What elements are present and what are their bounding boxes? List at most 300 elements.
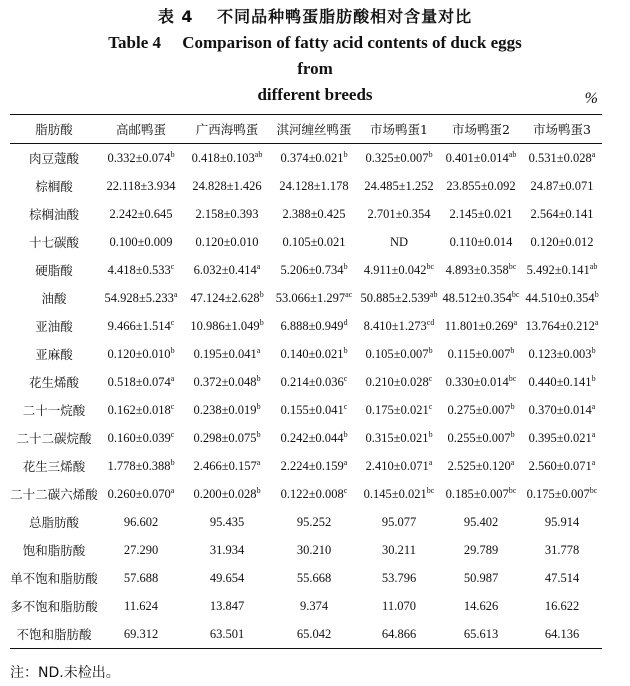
value-text: 95.914 <box>544 514 580 529</box>
value-text: 54.928±5.233 <box>104 290 174 305</box>
table-title-english-line2: different breeds <box>257 85 373 104</box>
significance-letter: ab <box>429 289 438 299</box>
value-text: 13.764±0.212 <box>525 318 595 333</box>
value-cell <box>440 312 522 340</box>
value-text: 63.501 <box>209 626 245 641</box>
fatty-acid-name: 棕榈酸 <box>35 179 73 194</box>
value-cell <box>522 172 602 200</box>
value-cell <box>184 536 270 564</box>
fatty-acid-name: 花生三烯酸 <box>22 459 86 474</box>
value-cell <box>184 592 270 620</box>
significance-letter: a <box>510 457 515 467</box>
value-cell <box>522 424 602 452</box>
value-cell <box>98 592 184 620</box>
table-row <box>10 228 602 256</box>
value-cell <box>184 284 270 312</box>
value-text: 0.160±0.039 <box>107 430 171 445</box>
table-row <box>10 256 602 284</box>
value-text: 0.140±0.021 <box>280 346 344 361</box>
value-cell <box>184 200 270 228</box>
fatty-acid-name: 花生烯酸 <box>28 375 79 390</box>
table-footnote: 注：ND.未检出。 <box>10 665 120 681</box>
value-cell <box>440 396 522 424</box>
significance-letter: a <box>591 401 596 411</box>
significance-letter: b <box>343 345 348 355</box>
value-cell <box>358 200 440 228</box>
significance-letter: bc <box>508 485 517 495</box>
value-text: 50.987 <box>463 570 499 585</box>
value-cell <box>522 256 602 284</box>
column-header-sample: 淇河缠丝鸭蛋 <box>270 115 358 144</box>
value-cell <box>522 592 602 620</box>
value-text: 0.120±0.012 <box>530 234 594 249</box>
value-cell <box>270 228 358 256</box>
table-row <box>10 284 602 312</box>
value-cell <box>184 452 270 480</box>
fatty-acid-table <box>10 114 602 649</box>
value-cell <box>98 452 184 480</box>
significance-letter: b <box>510 401 515 411</box>
value-text: 10.986±1.049 <box>190 318 260 333</box>
value-cell <box>522 452 602 480</box>
value-text: 4.893±0.358 <box>445 262 509 277</box>
unit-label: % <box>584 90 598 107</box>
value-text: 0.440±0.141 <box>528 374 592 389</box>
value-text: 31.778 <box>544 542 580 557</box>
significance-letter: b <box>256 373 261 383</box>
value-cell <box>358 396 440 424</box>
value-text: 2.466±0.157 <box>193 458 257 473</box>
significance-letter: a <box>513 317 518 327</box>
value-cell <box>358 620 440 649</box>
value-cell <box>358 480 440 508</box>
value-cell <box>440 368 522 396</box>
value-text: 2.525±0.120 <box>447 458 511 473</box>
value-text: 6.032±0.414 <box>193 262 257 277</box>
value-text: 95.077 <box>381 514 417 529</box>
value-cell <box>98 396 184 424</box>
value-cell <box>522 312 602 340</box>
fatty-acid-name: 亚油酸 <box>35 319 73 334</box>
table-row <box>10 144 602 173</box>
value-text: 65.613 <box>463 626 499 641</box>
significance-letter: a <box>594 317 599 327</box>
value-text: 29.789 <box>463 542 499 557</box>
value-text: 24.128±1.178 <box>279 178 349 193</box>
fatty-acid-name: 二十一烷酸 <box>22 403 86 418</box>
significance-letter: b <box>256 401 261 411</box>
value-cell <box>522 564 602 592</box>
value-cell <box>270 172 358 200</box>
fatty-acid-name: 单不饱和脂肪酸 <box>10 571 98 586</box>
fatty-acid-name: 二十二碳六烯酸 <box>10 487 98 502</box>
value-cell <box>440 452 522 480</box>
value-text: 0.370±0.014 <box>528 402 592 417</box>
value-text: 6.888±0.949 <box>280 318 344 333</box>
value-cell <box>98 340 184 368</box>
value-text: 30.211 <box>382 542 416 557</box>
value-cell <box>98 172 184 200</box>
significance-letter: b <box>256 485 261 495</box>
value-cell <box>358 340 440 368</box>
significance-letter: b <box>259 317 264 327</box>
value-cell <box>522 228 602 256</box>
fatty-acid-name: 棕榈油酸 <box>28 207 79 222</box>
value-cell <box>358 144 440 173</box>
value-cell <box>522 368 602 396</box>
value-text: 27.290 <box>123 542 159 557</box>
fatty-acid-name: 油酸 <box>41 291 67 306</box>
value-cell <box>358 592 440 620</box>
value-text: 96.602 <box>123 514 159 529</box>
value-text: 64.866 <box>381 626 417 641</box>
value-text: 0.155±0.041 <box>280 402 344 417</box>
value-cell <box>98 228 184 256</box>
significance-letter: b <box>591 345 596 355</box>
value-text: 11.070 <box>382 598 416 613</box>
value-cell <box>522 284 602 312</box>
significance-letter: b <box>428 149 433 159</box>
significance-letter: cd <box>426 317 435 327</box>
value-cell <box>184 312 270 340</box>
value-text: 23.855±0.092 <box>446 178 516 193</box>
value-text: 5.206±0.734 <box>280 262 344 277</box>
value-text: 31.934 <box>209 542 245 557</box>
value-text: 49.654 <box>209 570 245 585</box>
value-cell <box>358 508 440 536</box>
significance-letter: bc <box>426 485 435 495</box>
value-cell <box>270 312 358 340</box>
value-cell <box>270 536 358 564</box>
value-text: 0.162±0.018 <box>107 402 171 417</box>
value-text: 64.136 <box>544 626 580 641</box>
value-text: 0.185±0.007 <box>445 486 509 501</box>
value-text: 2.388±0.425 <box>282 206 346 221</box>
table-row <box>10 564 602 592</box>
significance-letter: a <box>170 485 175 495</box>
value-text: 65.042 <box>296 626 332 641</box>
significance-letter: b <box>591 373 596 383</box>
value-text: 2.564±0.141 <box>530 206 594 221</box>
value-text: 95.402 <box>463 514 499 529</box>
value-text: 0.315±0.021 <box>365 430 429 445</box>
significance-letter: bc <box>589 485 598 495</box>
significance-letter: a <box>256 345 261 355</box>
significance-letter: b <box>170 149 175 159</box>
significance-letter: a <box>256 457 261 467</box>
table-row <box>10 172 602 200</box>
value-text: 57.688 <box>123 570 159 585</box>
significance-letter: c <box>428 401 433 411</box>
value-text: 0.374±0.021 <box>280 150 344 165</box>
significance-letter: b <box>510 429 515 439</box>
significance-letter: c <box>343 401 348 411</box>
value-text: 0.100±0.009 <box>109 234 173 249</box>
significance-letter: c <box>170 261 175 271</box>
value-cell <box>184 172 270 200</box>
value-cell <box>184 396 270 424</box>
value-cell <box>440 536 522 564</box>
value-cell <box>440 284 522 312</box>
significance-letter: c <box>343 373 348 383</box>
value-cell <box>270 564 358 592</box>
value-cell <box>184 508 270 536</box>
value-text: 0.255±0.007 <box>447 430 511 445</box>
value-cell <box>270 396 358 424</box>
value-cell <box>184 424 270 452</box>
significance-letter: c <box>343 485 348 495</box>
value-text: 0.238±0.019 <box>193 402 257 417</box>
value-text: 50.885±2.539 <box>360 290 430 305</box>
value-text: 0.298±0.075 <box>193 430 257 445</box>
value-text: 0.120±0.010 <box>107 346 171 361</box>
value-cell <box>98 480 184 508</box>
value-cell <box>522 340 602 368</box>
value-text: 95.435 <box>209 514 245 529</box>
value-text: 2.158±0.393 <box>195 206 259 221</box>
value-cell <box>440 340 522 368</box>
value-text: 11.624 <box>124 598 158 613</box>
value-cell <box>184 480 270 508</box>
value-text: 0.330±0.014 <box>445 374 509 389</box>
value-text: 53.796 <box>381 570 417 585</box>
value-cell <box>270 424 358 452</box>
value-cell <box>270 452 358 480</box>
value-text: 4.911±0.042 <box>363 262 427 277</box>
value-cell <box>270 340 358 368</box>
value-cell <box>98 368 184 396</box>
significance-letter: bc <box>426 261 435 271</box>
fatty-acid-name: 亚麻酸 <box>35 347 73 362</box>
value-text: 0.242±0.044 <box>280 430 344 445</box>
value-cell <box>440 144 522 173</box>
value-cell <box>270 256 358 284</box>
value-cell <box>440 592 522 620</box>
value-text: 16.622 <box>544 598 580 613</box>
value-text: 0.401±0.014 <box>445 150 509 165</box>
table-row <box>10 312 602 340</box>
significance-letter: c <box>428 373 433 383</box>
table-title-chinese: 表 4 不同品种鸭蛋脂肪酸相对含量对比 <box>157 7 473 26</box>
significance-letter: c <box>170 317 175 327</box>
significance-letter: a <box>256 261 261 271</box>
value-cell <box>358 172 440 200</box>
value-cell <box>358 564 440 592</box>
value-text: 95.252 <box>296 514 332 529</box>
significance-letter: bc <box>511 289 520 299</box>
table-row <box>10 424 602 452</box>
significance-letter: b <box>594 289 599 299</box>
fatty-acid-name: 二十二碳烷酸 <box>16 431 92 446</box>
value-cell <box>440 564 522 592</box>
value-cell <box>98 312 184 340</box>
column-header-sample: 市场鸭蛋1 <box>358 115 440 144</box>
value-text: 0.195±0.041 <box>193 346 257 361</box>
significance-letter: a <box>591 429 596 439</box>
value-text: 13.847 <box>209 598 245 613</box>
value-cell <box>358 284 440 312</box>
value-text: 69.312 <box>123 626 159 641</box>
value-cell <box>358 228 440 256</box>
value-cell <box>522 144 602 173</box>
value-cell <box>270 592 358 620</box>
table-row <box>10 396 602 424</box>
value-text: 0.531±0.028 <box>528 150 592 165</box>
significance-letter: b <box>510 345 515 355</box>
value-text: 44.510±0.354 <box>525 290 595 305</box>
table-body <box>10 144 602 649</box>
significance-letter: a <box>591 149 596 159</box>
value-text: 0.214±0.036 <box>280 374 344 389</box>
value-text: 53.066±1.297 <box>275 290 346 305</box>
fatty-acid-name: 硬脂酸 <box>35 263 73 278</box>
value-cell <box>358 424 440 452</box>
value-cell <box>184 564 270 592</box>
value-text: 8.410±1.273 <box>363 318 427 333</box>
value-text: 2.410±0.071 <box>365 458 429 473</box>
value-text: 0.105±0.007 <box>365 346 429 361</box>
value-text: 4.418±0.533 <box>107 262 171 277</box>
value-cell <box>522 508 602 536</box>
value-text: 0.275±0.007 <box>447 402 511 417</box>
value-text: 0.210±0.028 <box>365 374 429 389</box>
value-text: 0.395±0.021 <box>528 430 592 445</box>
column-header-sample: 市场鸭蛋2 <box>440 115 522 144</box>
significance-letter: a <box>428 457 433 467</box>
value-cell <box>358 312 440 340</box>
value-cell <box>522 480 602 508</box>
table-row <box>10 480 602 508</box>
value-cell <box>98 508 184 536</box>
value-text: 22.118±3.934 <box>106 178 176 193</box>
value-text: 24.485±1.252 <box>364 178 434 193</box>
value-cell <box>522 536 602 564</box>
significance-letter: b <box>343 429 348 439</box>
significance-letter: a <box>343 457 348 467</box>
table-row <box>10 452 602 480</box>
table-row <box>10 368 602 396</box>
column-header-sample: 市场鸭蛋3 <box>522 115 602 144</box>
value-cell <box>270 284 358 312</box>
value-cell <box>184 144 270 173</box>
table-title-english-line1: Table 4 Comparison of fatty acid contents of duck eggs from <box>108 33 522 78</box>
significance-letter: ab <box>508 149 517 159</box>
significance-letter: ab <box>589 261 598 271</box>
value-text: 0.175±0.021 <box>365 402 429 417</box>
value-text: 30.210 <box>296 542 332 557</box>
fatty-acid-name: 不饱和脂肪酸 <box>10 620 98 649</box>
significance-letter: a <box>170 373 175 383</box>
value-text: 0.122±0.008 <box>280 486 344 501</box>
significance-letter: ac <box>345 289 353 299</box>
significance-letter: b <box>343 149 348 159</box>
significance-letter: b <box>259 289 264 299</box>
significance-letter: a <box>173 289 178 299</box>
significance-letter: b <box>343 261 348 271</box>
value-cell <box>440 200 522 228</box>
value-text: 11.801±0.269 <box>444 318 514 333</box>
value-cell <box>98 424 184 452</box>
value-text: 9.374 <box>299 598 329 613</box>
value-cell <box>270 508 358 536</box>
value-text: 24.828±1.426 <box>192 178 262 193</box>
significance-letter: bc <box>508 261 517 271</box>
value-cell <box>440 228 522 256</box>
value-cell <box>522 396 602 424</box>
value-text: 0.260±0.070 <box>107 486 171 501</box>
value-text: 1.778±0.388 <box>107 458 171 473</box>
value-cell <box>440 424 522 452</box>
table-row <box>10 340 602 368</box>
table-row <box>10 508 602 536</box>
significance-letter: c <box>170 429 175 439</box>
value-cell <box>98 620 184 649</box>
value-text: 2.145±0.021 <box>449 206 513 221</box>
column-header-sample: 广西海鸭蛋 <box>184 115 270 144</box>
value-text: 2.560±0.071 <box>528 458 592 473</box>
value-text: 47.124±2.628 <box>190 290 260 305</box>
value-text: 55.668 <box>296 570 332 585</box>
value-cell <box>184 368 270 396</box>
value-text: 47.514 <box>544 570 580 585</box>
significance-letter: c <box>170 401 175 411</box>
value-cell <box>522 620 602 649</box>
value-text: 0.145±0.021 <box>363 486 427 501</box>
value-cell <box>98 564 184 592</box>
value-cell <box>184 256 270 284</box>
value-cell <box>98 200 184 228</box>
table-row <box>10 620 602 649</box>
value-cell <box>358 368 440 396</box>
table-row <box>10 592 602 620</box>
value-cell <box>440 172 522 200</box>
value-cell <box>98 536 184 564</box>
value-text: 0.110±0.014 <box>449 234 513 249</box>
value-cell <box>270 200 358 228</box>
table-row <box>10 536 602 564</box>
value-text: 2.224±0.159 <box>280 458 344 473</box>
value-text: 9.466±1.514 <box>107 318 171 333</box>
table-row <box>10 200 602 228</box>
value-cell <box>98 284 184 312</box>
value-text: 0.200±0.028 <box>193 486 257 501</box>
value-text: 0.175±0.007 <box>526 486 590 501</box>
value-text: ND <box>389 234 409 249</box>
value-cell <box>98 256 184 284</box>
value-cell <box>184 620 270 649</box>
value-text: 0.123±0.003 <box>528 346 592 361</box>
value-cell <box>440 508 522 536</box>
table-title-english <box>90 30 540 108</box>
significance-letter: a <box>591 457 596 467</box>
table-header-row <box>10 115 602 144</box>
column-header-sample: 高邮鸭蛋 <box>98 115 184 144</box>
fatty-acid-name: 饱和脂肪酸 <box>22 543 86 558</box>
value-cell <box>270 620 358 649</box>
significance-letter: b <box>256 429 261 439</box>
value-cell <box>358 536 440 564</box>
fatty-acid-name: 十七碳酸 <box>28 235 79 250</box>
value-text: 0.105±0.021 <box>282 234 346 249</box>
value-text: 5.492±0.141 <box>526 262 590 277</box>
value-text: 2.242±0.645 <box>109 206 173 221</box>
value-cell <box>440 620 522 649</box>
value-text: 14.626 <box>463 598 499 613</box>
value-text: 0.115±0.007 <box>447 346 511 361</box>
significance-letter: d <box>343 317 348 327</box>
value-cell <box>440 480 522 508</box>
fatty-acid-name: 总脂肪酸 <box>28 515 79 530</box>
